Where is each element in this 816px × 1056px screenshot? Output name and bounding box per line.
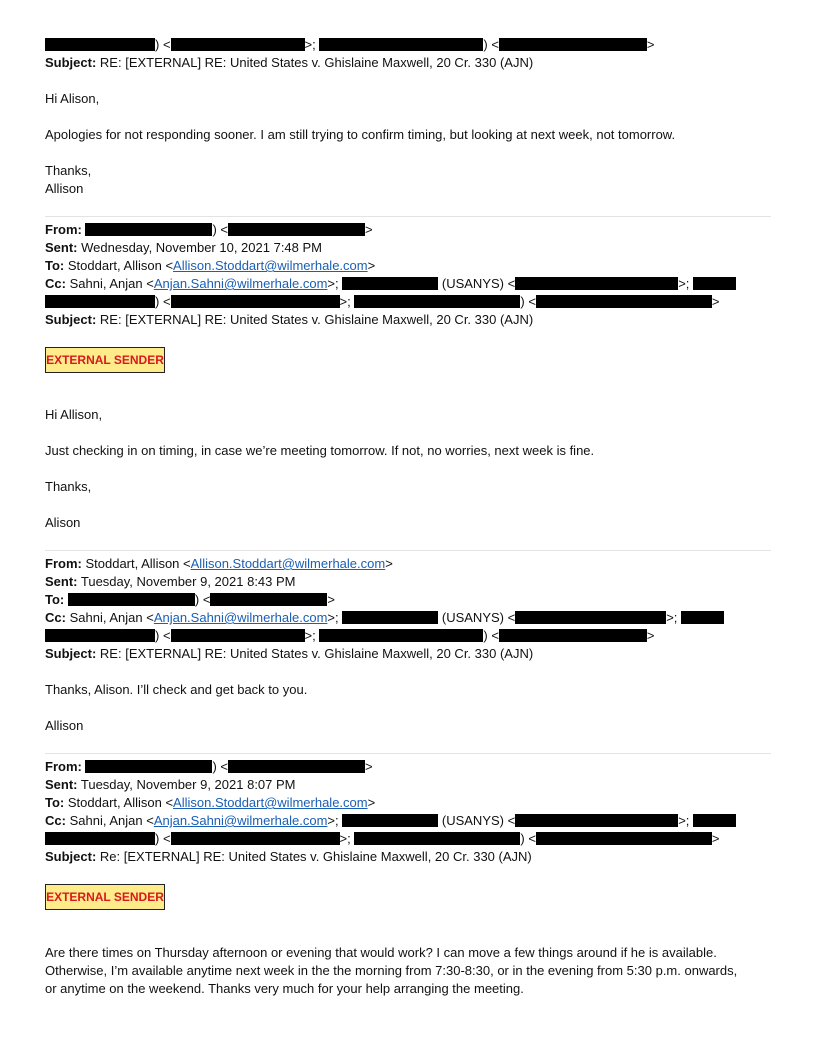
cc-label: Cc: <box>45 610 66 625</box>
to-label: To: <box>45 592 65 607</box>
body-text: Apologies for not responding sooner. I am still trying to confirm timing, but looking at next week, not tomorrow. <box>45 127 676 142</box>
redaction-box <box>228 223 365 236</box>
redaction-box <box>68 593 195 606</box>
sent-label: Sent: <box>45 574 78 589</box>
message-separator <box>45 753 771 754</box>
signature: Alison <box>45 515 81 530</box>
external-sender-badge: EXTERNAL SENDER <box>45 884 165 910</box>
from-label: From: <box>45 556 82 571</box>
cc-line-continued: ) < >; ) < > <box>45 830 720 848</box>
redaction-box <box>210 593 327 606</box>
external-sender-badge: EXTERNAL SENDER <box>45 347 165 373</box>
redaction-box <box>693 277 736 290</box>
redaction-box <box>515 277 678 290</box>
cc-line: Cc: Sahni, Anjan <Anjan.Sahni@wilmerhale.com>; (USANYS) < >; <box>45 275 736 293</box>
redaction-box <box>228 760 365 773</box>
sent-line <box>45 776 296 794</box>
agency-tag: (USANYS) <box>441 276 504 291</box>
body-text: Otherwise, I’m available anytime next week in the the morning from 7:30-8:30, or in the evening from 5:30 p.m. onwards, <box>45 963 738 978</box>
subject-label: Subject: <box>45 55 97 70</box>
cc-name: Sahni, Anjan <box>69 276 143 291</box>
email-link[interactable]: Allison.Stoddart@wilmerhale.com <box>190 556 386 571</box>
redaction-box <box>171 832 340 845</box>
subject-text: RE: [EXTERNAL] RE: United States v. Ghislaine Maxwell, 20 Cr. 330 (AJN) <box>99 646 534 661</box>
redaction-box <box>342 277 438 290</box>
cc-name: Sahni, Anjan <box>69 813 143 828</box>
subject-line <box>45 645 533 663</box>
redaction-box <box>693 814 736 827</box>
redaction-box <box>681 611 724 624</box>
redaction-box <box>342 814 438 827</box>
to-line: To: Stoddart, Allison <Allison.Stoddart@wilmerhale.com> <box>45 258 376 273</box>
closing: Thanks, <box>45 163 92 178</box>
to-line: To: Stoddart, Allison <Allison.Stoddart@wilmerhale.com> <box>45 795 376 810</box>
email-link[interactable]: Anjan.Sahni@wilmerhale.com <box>153 813 328 828</box>
message-separator <box>45 216 771 217</box>
recipient-name: Stoddart, Allison <box>67 795 162 810</box>
subject-line <box>45 311 533 329</box>
sent-date: Wednesday, November 10, 2021 7:48 PM <box>81 240 323 255</box>
subject-text: RE: [EXTERNAL] RE: United States v. Ghislaine Maxwell, 20 Cr. 330 (AJN) <box>99 312 534 327</box>
subject-text: RE: [EXTERNAL] RE: United States v. Ghislaine Maxwell, 20 Cr. 330 (AJN) <box>99 55 534 70</box>
to-label: To: <box>45 795 65 810</box>
to-label: To: <box>45 258 65 273</box>
subject-label: Subject: <box>45 849 97 864</box>
redaction-box <box>499 38 647 51</box>
sent-date: Tuesday, November 9, 2021 8:07 PM <box>80 777 296 792</box>
redaction-box <box>342 611 438 624</box>
recipient-name: Stoddart, Allison <box>67 258 162 273</box>
closing: Thanks, <box>45 479 92 494</box>
redaction-box <box>499 629 647 642</box>
email-link[interactable]: Anjan.Sahni@wilmerhale.com <box>153 276 328 291</box>
greeting: Hi Allison, <box>45 407 103 422</box>
redaction-box <box>45 295 155 308</box>
signature: Allison <box>45 181 84 196</box>
cc-label: Cc: <box>45 276 66 291</box>
cc-label: Cc: <box>45 813 66 828</box>
redaction-box <box>354 832 520 845</box>
redaction-box <box>45 832 155 845</box>
subject-line <box>45 848 532 866</box>
cc-name: Sahni, Anjan <box>69 610 143 625</box>
signature: Allison <box>45 718 84 733</box>
redaction-box <box>319 38 483 51</box>
greeting: Hi Alison, <box>45 91 100 106</box>
agency-tag: (USANYS) <box>441 813 504 828</box>
agency-tag: (USANYS) <box>441 610 504 625</box>
body-text: Are there times on Thursday afternoon or evening that would work? I can move a few things around if he is available. <box>45 945 717 960</box>
redaction-box <box>171 38 305 51</box>
redaction-box <box>85 760 212 773</box>
redaction-box <box>536 832 712 845</box>
sent-date: Tuesday, November 9, 2021 8:43 PM <box>80 574 296 589</box>
from-line: From: ) < > <box>45 759 373 774</box>
body-text: or anytime on the weekend. Thanks very much for your help arranging the meeting. <box>45 981 524 996</box>
cc-line: Cc: Sahni, Anjan <Anjan.Sahni@wilmerhale.com>; (USANYS) < >; <box>45 609 724 627</box>
from-label: From: <box>45 222 82 237</box>
email-link[interactable]: Anjan.Sahni@wilmerhale.com <box>153 610 328 625</box>
redaction-box <box>171 295 340 308</box>
cc-line-continued: ) < >; ) < > <box>45 293 720 311</box>
redaction-box <box>515 814 678 827</box>
redaction-box <box>45 629 155 642</box>
subject-text: Re: [EXTERNAL] RE: United States v. Ghislaine Maxwell, 20 Cr. 330 (AJN) <box>99 849 532 864</box>
redaction-box <box>85 223 212 236</box>
sent-line <box>45 239 322 257</box>
redaction-box <box>171 629 305 642</box>
sent-line <box>45 573 296 591</box>
redaction-box <box>319 629 483 642</box>
redaction-box <box>536 295 712 308</box>
subject-label: Subject: <box>45 312 97 327</box>
redaction-box <box>515 611 666 624</box>
cc-line: Cc: Sahni, Anjan <Anjan.Sahni@wilmerhale.com>; (USANYS) < >; <box>45 812 736 830</box>
cc-line-continued: ) < >; ) < > <box>45 627 655 645</box>
header-recipient-line: ) < >; ) < > <box>45 36 655 54</box>
redaction-box <box>45 38 155 51</box>
message-separator <box>45 550 771 551</box>
email-link[interactable]: Allison.Stoddart@wilmerhale.com <box>173 795 368 810</box>
subject-label: Subject: <box>45 646 97 661</box>
from-label: From: <box>45 759 82 774</box>
redaction-box <box>354 295 520 308</box>
from-line: From: Stoddart, Allison <Allison.Stoddart@wilmerhale.com> <box>45 556 393 571</box>
subject-line <box>45 54 533 72</box>
to-line: To: ) < > <box>45 592 336 607</box>
body-text: Thanks, Alison. I’ll check and get back to you. <box>45 682 308 697</box>
email-link[interactable]: Allison.Stoddart@wilmerhale.com <box>173 258 368 273</box>
body-text: Just checking in on timing, in case we’re meeting tomorrow. If not, no worries, next week is fine. <box>45 443 595 458</box>
sender-name: Stoddart, Allison <box>85 556 180 571</box>
sent-label: Sent: <box>45 777 78 792</box>
sent-label: Sent: <box>45 240 78 255</box>
from-line: From: ) < > <box>45 222 373 237</box>
